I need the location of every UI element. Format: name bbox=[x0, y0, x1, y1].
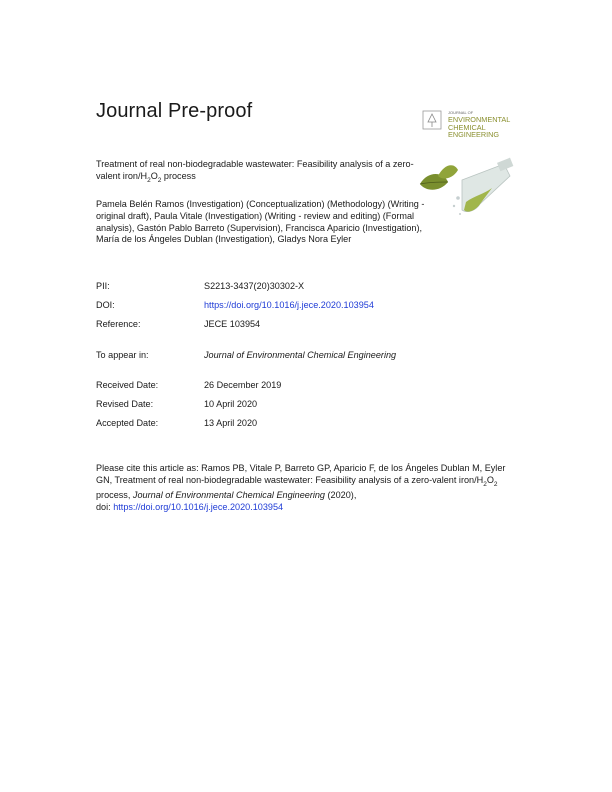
pii-value: S2213-3437(20)30302-X bbox=[204, 281, 305, 291]
journal-cover-image bbox=[418, 100, 514, 228]
received-date: 26 December 2019 bbox=[204, 380, 282, 390]
citation-journal: Journal of Environmental Chemical Engineering bbox=[132, 490, 325, 501]
water-drops-icon bbox=[453, 196, 461, 215]
glass-flask-icon bbox=[462, 158, 513, 212]
paper-title: Treatment of real non-biodegradable wastewater: Feasibility analysis of a zero-valent iron/$H_2O_2$ process bbox=[96, 159, 414, 184]
pii-label: PII: bbox=[96, 281, 110, 291]
accepted-date: 13 April 2020 bbox=[204, 418, 258, 428]
cover-journal-label: JOURNAL OF bbox=[448, 110, 474, 115]
page-title: Journal Pre-proof bbox=[96, 100, 253, 122]
author-list: Pamela Belén Ramos (Investigation) (Conceptualization) (Methodology) (Writing - original draft), Paula Vitale (Investigation) (Writing - review and editing) (Formal analysis), Gastón Pablo Barreto (Supervision), Francisca Aparicio (Investigation), María de los Ángeles Dublan (Investigation), Gladys Nora Eyler bbox=[96, 199, 425, 245]
reference-value: JECE 103954 bbox=[204, 319, 261, 329]
doi-link[interactable]: https://doi.org/10.1016/j.jece.2020.103954 bbox=[204, 300, 374, 310]
appear-in-label: To appear in: bbox=[96, 350, 149, 360]
revised-date: 10 April 2020 bbox=[204, 399, 258, 409]
received-label: Received Date: bbox=[96, 380, 159, 390]
revised-label: Revised Date: bbox=[96, 399, 154, 409]
citation-doi-link[interactable]: https://doi.org/10.1016/j.jece.2020.103954 bbox=[113, 502, 284, 513]
journal-name: Journal of Environmental Chemical Engineering bbox=[204, 350, 397, 360]
citation-notice: Please cite this article as: Ramos PB, Vitale P, Barreto GP, Aparicio F, de los Ángeles Dublan M, Eyler GN, Treatment of real non-biodegradable wastewater: Feasibility analysis of a zero-valent iron/$H_2O_2$ process, Journal of Environmental Chemical Engineering (2020), doi: https://doi.org/10.1016/j.jece.2020.103954 bbox=[96, 463, 506, 513]
cover-journal-title: ENVIRONMENTAL CHEMICAL ENGINEERING bbox=[448, 115, 511, 140]
accepted-label: Accepted Date: bbox=[96, 418, 159, 428]
doi-label: DOI: bbox=[96, 300, 115, 310]
cover-artwork-icon bbox=[418, 140, 514, 230]
elsevier-logo-icon bbox=[422, 110, 442, 130]
reference-label: Reference: bbox=[96, 319, 141, 329]
